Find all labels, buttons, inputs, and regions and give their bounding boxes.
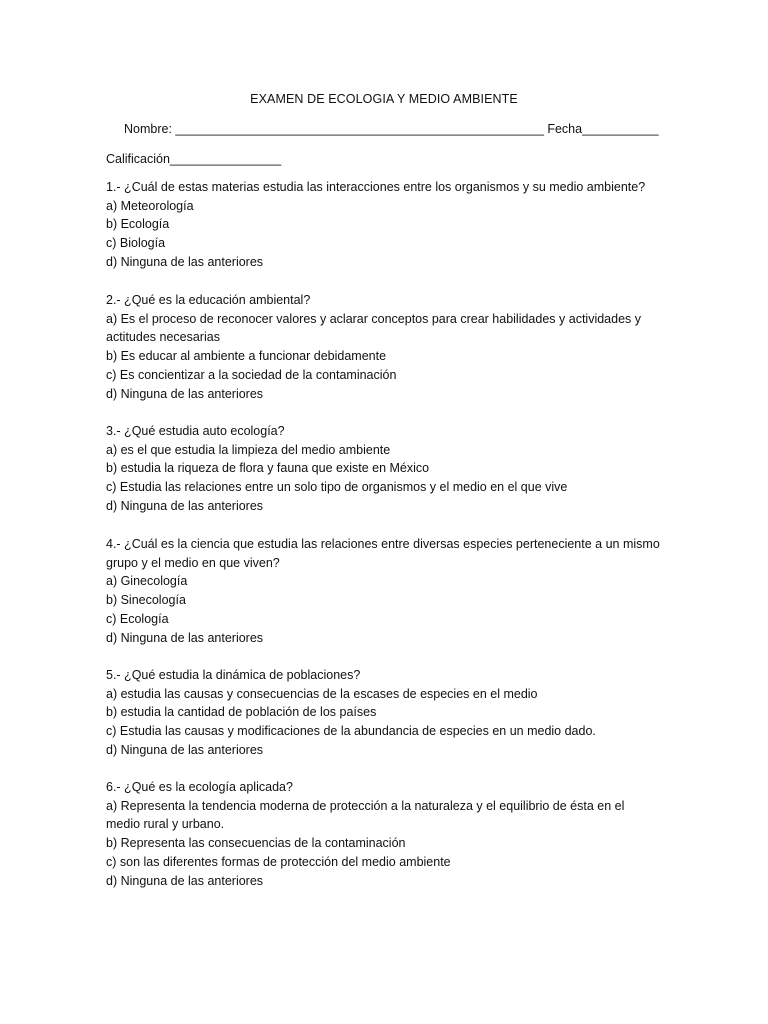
answer-option: a) Representa la tendencia moderna de protección a la naturaleza y el equilibrio de ésta en el medio rural y urbano.	[106, 798, 625, 832]
name-date-line: Nombre: _____________________________________________________ Fecha___________	[124, 122, 659, 136]
question-block-6	[106, 778, 641, 890]
answer-option: b) estudia la riqueza de flora y fauna que existe en México	[106, 461, 430, 476]
question-block-5	[106, 666, 666, 760]
question-text: 5.- ¿Qué estudia la dinámica de poblaciones?	[106, 668, 361, 682]
question-block-3	[106, 422, 666, 516]
answer-option: c) son las diferentes formas de protección del medio ambiente	[106, 854, 451, 869]
question-text: 2.- ¿Qué es la educación ambiental?	[106, 293, 311, 307]
question-block-4	[106, 535, 666, 647]
answer-option: a) Es el proceso de reconocer valores y aclarar conceptos para crear habilidades y actividades y actitudes necesarias	[106, 311, 641, 345]
answer-option: c) Biología	[106, 236, 166, 251]
grade-line: Calificación________________	[106, 152, 282, 166]
answer-option: b) Sinecología	[106, 593, 186, 608]
answer-option: c) Estudia las relaciones entre un solo tipo de organismos y el medio en el que vive	[106, 480, 568, 495]
answer-option: b) Ecología	[106, 217, 170, 232]
question-text: 4.- ¿Cuál es la ciencia que estudia las relaciones entre diversas especies perteneciente a un mismo grupo y el medio en que viven?	[106, 537, 660, 570]
answer-option: a) es el que estudia la limpieza del medio ambiente	[106, 442, 391, 457]
exam-title: EXAMEN DE ECOLOGIA Y MEDIO AMBIENTE	[250, 92, 518, 106]
answer-option: d) Ninguna de las anteriores	[106, 742, 264, 757]
answer-option: d) Ninguna de las anteriores	[106, 386, 264, 401]
question-text: 1.- ¿Cuál de estas materias estudia las interacciones entre los organismos y su medio ambiente?	[106, 180, 646, 194]
answer-option: a) estudia las causas y consecuencias de la escases de especies en el medio	[106, 686, 538, 701]
answer-option: c) Ecología	[106, 611, 169, 626]
question-block-1	[106, 178, 666, 272]
answer-option: c) Estudia las causas y modificaciones de la abundancia de especies en un medio dado.	[106, 724, 596, 739]
answer-option: b) Es educar al ambiente a funcionar debidamente	[106, 349, 387, 364]
answer-option: a) Ginecología	[106, 574, 188, 589]
answer-option: b) Representa las consecuencias de la contaminación	[106, 836, 406, 851]
answer-option: d) Ninguna de las anteriores	[106, 873, 264, 888]
answer-option: b) estudia la cantidad de población de los países	[106, 705, 377, 720]
question-text: 3.- ¿Qué estudia auto ecología?	[106, 424, 285, 438]
answer-option: d) Ninguna de las anteriores	[106, 254, 264, 269]
question-block-2	[106, 291, 646, 403]
question-text: 6.- ¿Qué es la ecología aplicada?	[106, 780, 293, 794]
answer-option: a) Meteorología	[106, 198, 194, 213]
answer-option: d) Ninguna de las anteriores	[106, 498, 264, 513]
answer-option: c) Es concientizar a la sociedad de la contaminación	[106, 367, 397, 382]
answer-option: d) Ninguna de las anteriores	[106, 630, 264, 645]
